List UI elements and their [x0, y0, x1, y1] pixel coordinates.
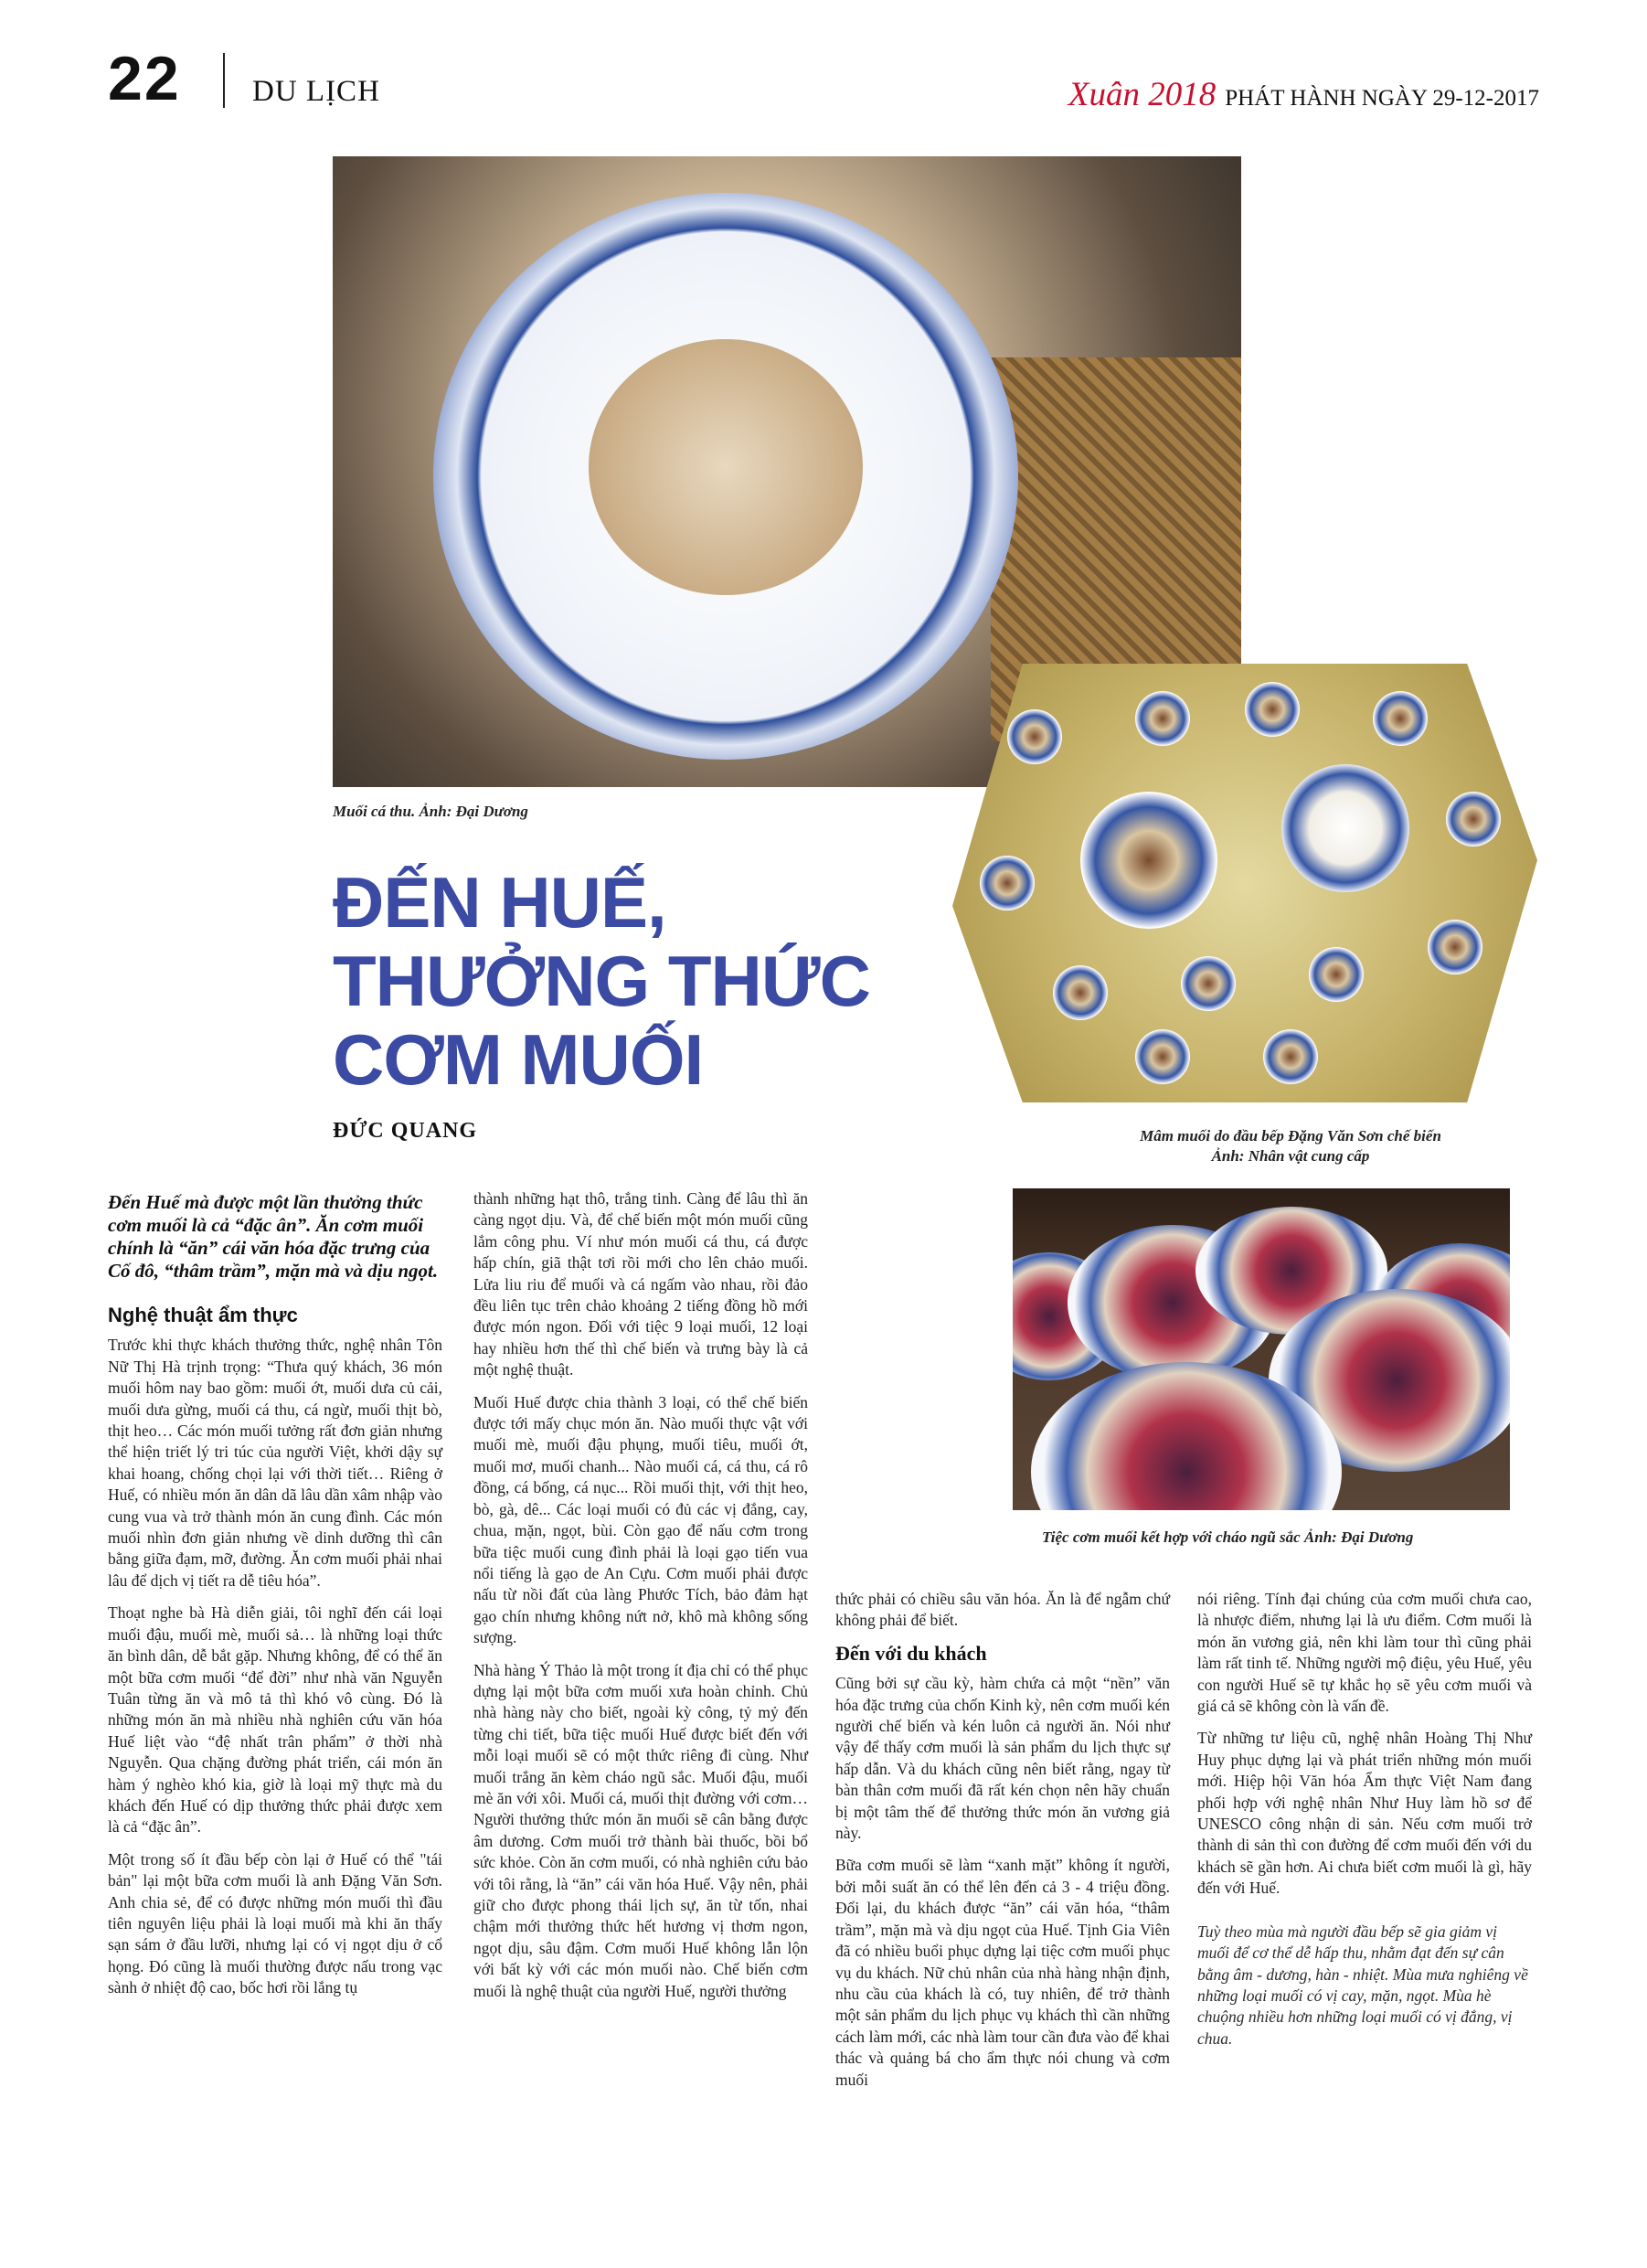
title-line: THƯỞNG THỨC [333, 941, 870, 1021]
photo-dish [1446, 792, 1501, 847]
column-3 [835, 1589, 1170, 2102]
caption-photo1: Muối cá thu. Ảnh: Đại Dương [333, 803, 528, 820]
edition-label: Xuân 2018 [1068, 76, 1217, 113]
body-paragraph: thức phải có chiều sâu văn hóa. Ăn là để ngẫm chứ không phải để biết. [835, 1590, 1170, 1630]
photo-dish [1245, 682, 1300, 737]
body-paragraph: Trước khi thực khách thưởng thức, nghệ nhân Tôn Nữ Thị Hà trịnh trọng: “Thưa quý khách, 36 món muối hôm nay bao gồm: muối ớt, muối dưa củ cải, muối dưa gừng, muối cá thu, cá ngừ, muối thịt bò, thịt heo… Các món muối tưởng rất đơn giản nhưng thể hiện triết lý tri túc của người Việt, khởi dậy sự khai hoang, chống chọi lại với thời tiết… Riêng ở Huế, có nhiều món ăn dân dã lâu dần xâm nhập vào cung vua và trở thành món ăn cung đình. Các món muối nhìn đơn giản nhưng về dinh dưỡng thì cân bằng giữa đạm, mỡ, đường. Ăn cơm muối phải nhai lâu để dịch vị tiết ra dễ tiêu hóa”. [108, 1336, 442, 1590]
column-4 [1197, 1589, 1532, 2060]
body-paragraph: Muối Huế được chia thành 3 loại, có thể chế biến được tới mấy chục món ăn. Nào muối thực vật với muối mè, muối đậu phụng, muối tiêu, muối ớt, muối mơ, muối chanh... Nào muối cá, cá thu, cá rô đồng, cá bống, cá nục... Rồi muối thịt, với thịt heo, bò, gà, dê... Các loại muối có đủ các vị đắng, cay, chua, mặn, ngọt, bùi. Còn gạo để nấu cơm trong bữa tiệc muối cung đình phải là loại gạo tiến vua nổi tiếng là gạo de An Cựu. Cơm muối phải được nấu từ nồi đất của làng Phước Tích, bảo đảm hạt gạo chín nhưng không nứt nở, khô mà không sống sượng. [473, 1392, 808, 1647]
header-divider [223, 53, 225, 108]
body-paragraph: Nhà hàng Ý Thảo là một trong ít địa chỉ có thể phục dựng lại một bữa cơm muối xưa hoàn chỉnh. Chủ nhà hàng này cho biết, ngoài kỳ công, tỷ mỷ đến từng chi tiết, bữa tiệc muối Huế được biết đến với mỗi loại muối sẽ có một thức riêng đi cùng. Như muối trắng ăn kèm cháo ngũ sắc. Muối đậu, muối mè ăn với xôi. Muối cá, muối thịt đường với cơm… Người thưởng thức món ăn muối sẽ cân bằng được âm dương. Cơm muối trở thành bài thuốc, bồi bổ sức khỏe. Còn ăn cơm muối, có nhà nghiên cứu bảo với tôi rằng, là “ăn” cái văn hóa Huế. Vậy nên, phải giữ cho được phong thái lịch sự, ăn từ tốn, nhai chậm mới thưởng thức hết hương vị thơm ngon, ngọt dịu, sâu đậm. Cơm muối Huế không lẫn lộn với bất kỳ với các món muối nào. Chế biến cơm muối là nghệ thuật của người Huế, người thưởng [473, 1660, 808, 2000]
issue-info [1068, 75, 1539, 114]
body-paragraph: nói riêng. Tính đại chúng của cơm muối chưa cao, là nhược điểm, nhưng lại là ưu điểm. Cơm muối là món ăn vương giả, nên khi làm tour thì cũng phải làm rất tinh tế. Những người mộ điệu, yêu Huế, yêu con người Huế sẽ tự khắc họ sẽ yêu cơm muối và giá cả sẽ không còn là vấn đề. [1197, 1590, 1532, 1716]
photo-dish [1135, 1029, 1190, 1084]
photo-dish [1428, 920, 1482, 974]
body-paragraph: thành những hạt thô, trắng tinh. Càng để lâu thì ăn càng ngọt dịu. Và, để chế biến một món muối cũng lắm công phu. Ví như món muối cá thu, cá được hấp chín, giã thật tơi rồi mới cho lên chảo muối. Lửa liu riu để muối và cá ngấm vào nhau, rồi đảo đều liên tục trên chảo khoảng 2 tiếng đồng hồ mới được món ngon. Đối với tiệc 9 loại muối, 12 loại hay nhiều hơn thế thì chế biến và trưng bày là cả một nghệ thuật. [473, 1189, 808, 1379]
photo-salt-tray [952, 655, 1537, 1112]
photo-dish [1080, 792, 1217, 929]
body-paragraph: Thoạt nghe bà Hà diễn giải, tôi nghĩ đến cái loại muối đậu, muối mè, muối sả… là những loại thức ăn bình dân, dễ bắt gặp. Nhưng không, để có thể ăn một bữa cơm muối “để đời” như nhà văn Nguyễn Tuân từng ăn và mô tả thì khó vô cùng. Đó là những món ăn mà nhiều nhà nghiên cứu văn hóa Huế liệt vào “đệ nhất trân phẩm” ở thời nhà Nguyễn. Qua chặng đường phát triển, cái món ăn hàm ý nghèo khó kia, giờ là loại mỹ thực mà du khách đến Huế có dịp thưởng thức phải được xem là cả “đặc ân”. [108, 1603, 442, 1837]
photo-dish [980, 856, 1035, 910]
release-date: PHÁT HÀNH NGÀY 29-12-2017 [1225, 86, 1539, 111]
body-paragraph: Từ những tư liệu cũ, nghệ nhân Hoàng Thị Như Huy phục dựng lại và phát triển những món muối mới. Hiệp hội Văn hóa Ẩm thực Việt Nam đang phối hợp với nghệ nhân Như Huy làm hồ sơ để UNESCO công nhận di sản. Nếu cơm muối trở thành di sản thì con đường để cơm muối đến với du khách sẽ gần hơn. Ai chưa biết cơm muối là gì, hãy đến với Huế. [1197, 1729, 1532, 1898]
title-line: CƠM MUỐI [333, 1019, 704, 1100]
photo-porridge-bowls [1013, 1188, 1510, 1510]
photo-dish [1309, 947, 1364, 1002]
lead-paragraph: Đến Huế mà được một lần thưởng thức cơm muối là cả “đặc ân”. Ăn cơm muối chính là “ăn” cái văn hóa đặc trưng của Cố đô, “thâm trầm”, mặn mà và dịu ngọt. [108, 1191, 439, 1282]
subheading-culinary-art: Nghệ thuật ẩm thực [108, 1304, 298, 1326]
section-label: DU LỊCH [252, 75, 380, 108]
body-paragraph: Cũng bởi sự cầu kỳ, hàm chứa cả một “nền” văn hóa đặc trưng của chốn Kinh kỳ, nên cơm muối kén người chế biến và kén luôn cả người ăn. Nói như vậy để thấy cơm muối là sản phẩm du lịch thực sự hấp dẫn. Và du khách cũng nên biết rằng, ngay từ bàn thân cơm muối đã rất kén chọn nên hãy chuẩn bị một tâm thế để thưởng thức món ăn vương giả này. [835, 1674, 1170, 1843]
article-title [333, 863, 918, 1099]
author-byline: ĐỨC QUANG [333, 1119, 478, 1143]
column-2 [473, 1188, 808, 2013]
aside-note: Tuỳ theo mùa mà người đầu bếp sẽ gia giảm vị muối để cơ thể dễ hấp thu, nhằm đạt đến sự cân bằng âm - dương, hàn - nhiệt. Mùa mưa nghiêng về những loại muối có vị cay, mặn, ngọt. Mùa hè chuộng nhiều hơn những loại muối có vị đắng, vị chua. [1197, 1922, 1528, 2048]
page-number: 22 [108, 44, 181, 113]
caption-photo2 [1108, 1126, 1473, 1166]
caption-photo3: Tiệc cơm muối kết hợp với cháo ngũ sắc Ảnh: Đại Dương [1042, 1528, 1414, 1546]
column-1 [108, 1191, 442, 2010]
photo-dish [1281, 764, 1409, 892]
caption-photo2-line1: Mâm muối do đầu bếp Đặng Văn Sơn chế biến [1140, 1127, 1441, 1145]
photo-dish [1263, 1029, 1318, 1084]
body-paragraph: Bữa cơm muối sẽ làm “xanh mặt” không ít người, bởi mỗi suất ăn có thể lên đến cả 3 - 4 triệu đồng. Đổi lại, du khách được “ăn” cái văn hóa, “thâm trầm”, mặn mà và dịu ngọt của Huế. Tịnh Gia Viên đã có nhiều buổi phục dựng lại tiệc cơm muối phục vụ du khách. Nữ chủ nhân của nhà hàng nhận định, nhu cầu của khách là có, tuy nhiên, để trở thành một sản phẩm du lịch phục vụ khách thì cần những cách làm mới, các nhà làm tour cần đưa vào để khai thác và quảng bá cho ẩm thực nói chung và cơm muối [835, 1856, 1170, 2089]
title-line: ĐẾN HUẾ, [333, 862, 666, 942]
subheading-to-tourists: Đến với du khách [835, 1641, 987, 1665]
caption-photo2-line2: Ảnh: Nhân vật cung cấp [1211, 1147, 1370, 1165]
body-paragraph: Một trong số ít đầu bếp còn lại ở Huế có thể "tái bản" lại một bữa cơm muối là anh Đặng Văn Sơn. Anh chia sẻ, để có được những món muối thì đầu tiên nguyên liệu phải là loại muối mà khi ăn thấy sạn sám ở đầu lưỡi, nhưng lại có vị ngọt dịu ở cổ họng. Đó cũng là muối thường được nấu trong vạc sành ở nhiệt độ cao, bốc hơi rồi lắng tụ [108, 1849, 442, 1997]
photo-dish [1053, 965, 1108, 1020]
photo-dish [1135, 691, 1190, 746]
photo-dish [1007, 709, 1062, 764]
photo-dish [1181, 956, 1236, 1011]
photo-dish [1373, 691, 1428, 746]
photo-salt-detail [589, 339, 863, 595]
